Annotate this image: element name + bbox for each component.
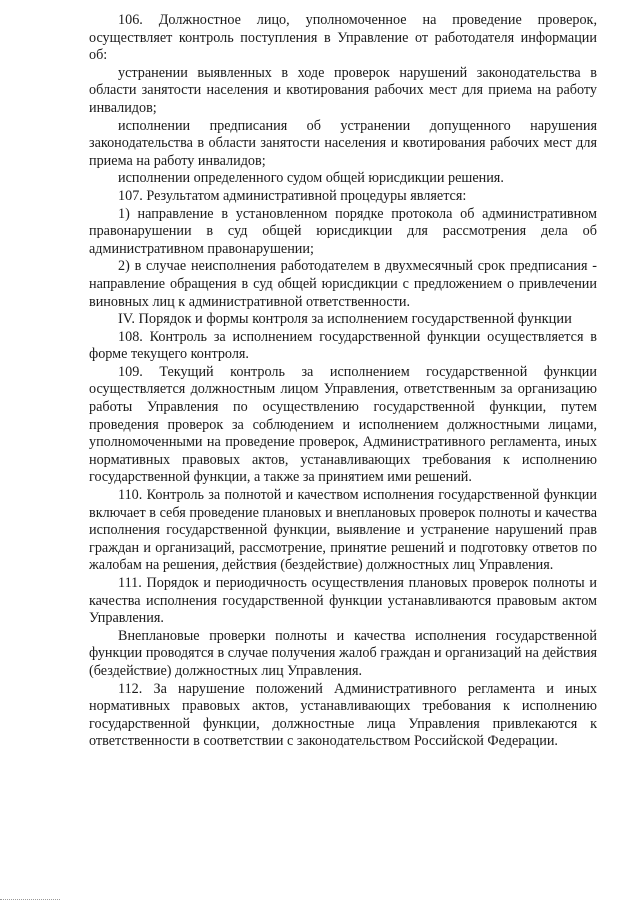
paragraph-112: 112. За нарушение положений Административного регламента и иных нормативных правовых актов, устанавливающих требования к исполнению государственной функции, должностные лица Управления привлекаются к ответственности в соответствии с законодательством Российской Федерации. <box>89 680 597 750</box>
paragraph-108: 108. Контроль за исполнением государственной функции осуществляется в форме текущего контроля. <box>89 328 597 363</box>
paragraph-106-item-3: исполнении определенного судом общей юрисдикции решения. <box>118 170 504 187</box>
paragraph-106-item-1: устранении выявленных в ходе проверок нарушений законодательства в области занятости населения и квотирования рабочих мест для приема на работу инвалидов; <box>89 64 597 116</box>
document-body <box>89 12 597 751</box>
paragraph-109: 109. Текущий контроль за исполнением государственной функции осуществляется должностным лицом Управления, ответственным за организацию работы Управления по осуществлению государственной функции, путем проведения проверок за соблюдением и исполнением должностными лицами, уполномоченными на проведение проверок, Административного регламента, иных нормативных правовых актов, устанавливающих требования к исполнению государственной функции, а также за принятием ими решений. <box>89 363 597 486</box>
paragraph-110: 110. Контроль за полнотой и качеством исполнения государственной функции включает в себя проведение плановых и внеплановых проверок полноты и качества исполнения государственной функции, выявление и устранение нарушений прав граждан и организаций, рассмотрение, принятие решений и подготовку ответов по жалобам на решения, действия (бездействие) должностных лиц Управления. <box>89 487 597 574</box>
section-heading: IV. Порядок и формы контроля за исполнением государственной функции <box>118 311 572 328</box>
paragraph-107: 107. Результатом административной процедуры является: <box>118 187 467 204</box>
paragraph-111: 111. Порядок и периодичность осуществления плановых проверок полноты и качества исполнения государственной функции устанавливаются правовым актом Управления. <box>89 575 597 627</box>
paragraph-106-item-2: исполнении предписания об устранении допущенного нарушения законодательства в области занятости населения и квотирования рабочих мест для приема на работу инвалидов; <box>89 117 597 169</box>
paragraph-107-item-1: 1) направление в установленном порядке протокола об административном правонарушении в суд общей юрисдикции для рассмотрения дела об административном правонарушении; <box>89 205 597 257</box>
paragraph-111-unscheduled: Внеплановые проверки полноты и качества исполнения государственной функции проводятся в случае получения жалоб граждан и организаций на действия (бездействие) должностных лиц Управления. <box>89 627 597 679</box>
paragraph-106: 106. Должностное лицо, уполномоченное на проведение проверок, осуществляет контроль поступления в Управление от работодателя информации об: <box>89 12 597 64</box>
scan-edge-mark <box>0 899 60 902</box>
paragraph-107-item-2: 2) в случае неисполнения работодателем в двухмесячный срок предписания - направление обращения в суд общей юрисдикции с предложением о привлечении виновных лиц к административной ответственности. <box>89 258 597 310</box>
